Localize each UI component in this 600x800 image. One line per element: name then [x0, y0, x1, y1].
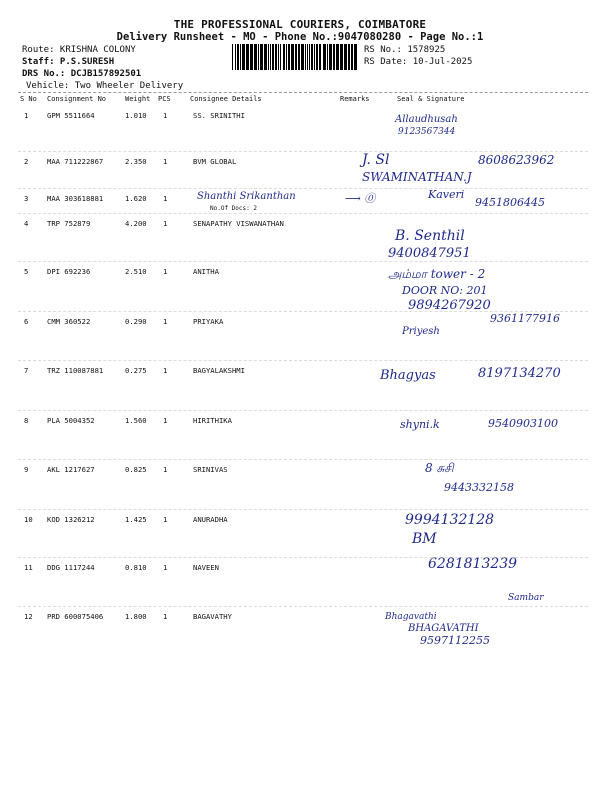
- row-sno: 3: [24, 194, 29, 203]
- row-weight: 0.275: [125, 366, 147, 375]
- barcode-bar: [254, 44, 257, 70]
- row-consignment-no: CMM 360522: [47, 317, 91, 326]
- sig-9-name: 8 சுசி: [425, 461, 454, 475]
- barcode-bar: [275, 44, 277, 70]
- sig-3-name: Shanthi Srikanthan: [197, 191, 296, 202]
- barcode-bar: [235, 44, 236, 70]
- ndocs-label: No.Of Docs: 2: [210, 205, 257, 212]
- sig-6-phone: 9361177916: [490, 312, 560, 325]
- sig-2-fullname: SWAMINATHAN.J: [362, 170, 472, 184]
- sig-11-phone: 6281813239: [428, 556, 518, 572]
- row-weight: 0.825: [125, 465, 147, 474]
- barcode-bar: [258, 44, 259, 70]
- barcode-bar: [240, 44, 241, 70]
- barcode-bar: [270, 44, 271, 70]
- row-weight: 0.810: [125, 563, 147, 572]
- row-consignment-no: TRZ 110087881: [47, 366, 104, 375]
- sig-10-phone: 9994132128: [405, 512, 495, 528]
- row-consignee: SS. SRINITHI: [193, 111, 245, 120]
- barcode-bar: [272, 44, 274, 70]
- row-pcs: 1: [163, 612, 168, 621]
- col-pcs: PCS: [158, 95, 171, 103]
- row-consignee: BAGYALAKSHMI: [193, 366, 245, 375]
- row-pcs: 1: [163, 465, 168, 474]
- barcode-bar: [309, 44, 310, 70]
- sig-3-phone: 9451806445: [475, 196, 545, 209]
- row-sno: 8: [24, 416, 29, 425]
- row-pcs: 1: [163, 157, 168, 166]
- sig-4-phone: 9400847951: [388, 246, 471, 261]
- row-consignee: BAGAVATHY: [193, 612, 232, 621]
- row-weight: 2.350: [125, 157, 147, 166]
- row-divider: [18, 410, 588, 411]
- row-consignment-no: PLA 5004352: [47, 416, 95, 425]
- barcode-bar: [316, 44, 318, 70]
- row-sno: 5: [24, 267, 29, 276]
- barcode: [232, 44, 358, 70]
- row-consignment-no: DPI 692236: [47, 267, 91, 276]
- row-consignee: SRINIVAS: [193, 465, 228, 474]
- row-weight: 2.510: [125, 267, 147, 276]
- row-sno: 2: [24, 157, 29, 166]
- row-divider: [18, 213, 588, 214]
- sig-5-building: அம்மா tower - 2: [388, 267, 486, 281]
- company-title: THE PROFESSIONAL COURIERS, COIMBATORE: [173, 18, 427, 31]
- barcode-bar: [280, 44, 281, 70]
- barcode-bar: [250, 44, 253, 70]
- row-pcs: 1: [163, 194, 168, 203]
- col-signature: Seal & Signature: [397, 95, 465, 103]
- barcode-bar: [246, 44, 249, 70]
- row-consignee: BVM GLOBAL: [193, 157, 237, 166]
- sig-4-name: B. Senthil: [395, 228, 465, 244]
- barcode-bar: [329, 44, 332, 70]
- vehicle-label: Vehicle: Two Wheeler Delivery: [26, 81, 184, 91]
- col-weight: Weight: [125, 95, 151, 103]
- row-sno: 9: [24, 465, 29, 474]
- barcode-bar: [340, 44, 343, 70]
- rs-number: RS No.: 1578925: [364, 45, 446, 55]
- row-sno: 7: [24, 366, 29, 375]
- runsheet-subtitle: Delivery Runsheet - MO - Phone No.:9047080280 - Page No.:1: [116, 31, 484, 43]
- sig-5-phone: 9894267920: [408, 298, 491, 313]
- col-consignment: Consignment No: [47, 95, 107, 103]
- barcode-bar: [242, 44, 245, 70]
- barcode-bar: [301, 44, 304, 70]
- barcode-bar: [232, 44, 233, 70]
- row-pcs: 1: [163, 366, 168, 375]
- row-consignment-no: TRP 752879: [47, 219, 91, 228]
- row-consignment-no: DDG 1117244: [47, 563, 95, 572]
- row-pcs: 1: [163, 317, 168, 326]
- row-weight: 1.010: [125, 111, 147, 120]
- row-divider: [18, 459, 588, 460]
- barcode-bar: [348, 44, 350, 70]
- row-sno: 10: [24, 515, 33, 524]
- row-weight: 1.425: [125, 515, 147, 524]
- row-pcs: 1: [163, 219, 168, 228]
- sig-10-name: BM: [412, 531, 437, 547]
- row-weight: 0.290: [125, 317, 147, 326]
- barcode-bar: [286, 44, 287, 70]
- sig-1-phone: 9123567344: [398, 127, 456, 137]
- row-divider: [18, 188, 588, 189]
- row-pcs: 1: [163, 515, 168, 524]
- sig-9-phone: 9443332158: [444, 481, 514, 494]
- barcode-bar: [344, 44, 347, 70]
- row-consignment-no: MAA 303618881: [47, 194, 104, 203]
- sig-2-name: J. Sl: [362, 152, 390, 168]
- sig-3-arrow: ⟶ ⓪: [345, 192, 376, 205]
- row-consignment-no: KOD 1326212: [47, 515, 95, 524]
- sig-7-name: Bhagyas: [380, 368, 436, 383]
- row-consignment-no: AKL 1217627: [47, 465, 95, 474]
- row-divider: [18, 606, 588, 607]
- row-divider: [18, 151, 588, 152]
- row-weight: 1.560: [125, 416, 147, 425]
- row-pcs: 1: [163, 416, 168, 425]
- barcode-bar: [336, 44, 339, 70]
- row-weight: 4.200: [125, 219, 147, 228]
- row-sno: 11: [24, 563, 33, 572]
- barcode-bar: [319, 44, 321, 70]
- row-consignee: NAVEEN: [193, 563, 219, 572]
- barcode-bar: [264, 44, 267, 70]
- sig-11-name: Sambar: [508, 593, 544, 603]
- col-sno: S No: [20, 95, 37, 103]
- sig-8-name: shyni.k: [400, 418, 440, 431]
- row-weight: 1.800: [125, 612, 147, 621]
- sig-7-phone: 8197134270: [478, 366, 561, 381]
- row-consignee: PRIYAKA: [193, 317, 224, 326]
- row-consignment-no: PRD 600075406: [47, 612, 104, 621]
- rs-date: RS Date: 10-Jul-2025: [364, 57, 473, 67]
- row-sno: 1: [24, 111, 29, 120]
- barcode-bar: [307, 44, 308, 70]
- barcode-bar: [298, 44, 300, 70]
- row-pcs: 1: [163, 267, 168, 276]
- barcode-bar: [305, 44, 306, 70]
- row-consignment-no: GPM 5511664: [47, 111, 95, 120]
- row-pcs: 1: [163, 111, 168, 120]
- header-rule: [18, 92, 588, 93]
- row-divider: [18, 360, 588, 361]
- sig-12-name: BHAGAVATHI: [408, 623, 479, 634]
- sig-1-name: Allaudhusah: [395, 114, 458, 125]
- row-pcs: 1: [163, 563, 168, 572]
- sig-8-phone: 9540903100: [488, 417, 558, 430]
- sig-2-phone: 8608623962: [478, 153, 555, 167]
- row-weight: 1.620: [125, 194, 147, 203]
- barcode-bar: [333, 44, 335, 70]
- row-consignee: ANITHA: [193, 267, 219, 276]
- sig-6-name: Priyesh: [402, 326, 440, 337]
- col-consignee: Consignee Details: [190, 95, 262, 103]
- row-divider: [18, 509, 588, 510]
- barcode-bar: [260, 44, 263, 70]
- barcode-bar: [351, 44, 353, 70]
- barcode-bar: [291, 44, 294, 70]
- sig-12-signature: Bhagavathi: [385, 612, 437, 622]
- barcode-bar: [237, 44, 239, 70]
- row-consignee: SENAPATHY VISWANATHAN: [193, 219, 284, 228]
- barcode-bar: [314, 44, 315, 70]
- barcode-bar: [327, 44, 328, 70]
- row-divider: [18, 261, 588, 262]
- sig-5-door: DOOR NO: 201: [402, 284, 488, 297]
- barcode-bar: [278, 44, 279, 70]
- row-consignee: ANURADHA: [193, 515, 228, 524]
- sig-3-place: Kaveri: [428, 188, 465, 201]
- barcode-bar: [295, 44, 297, 70]
- barcode-bar: [354, 44, 357, 70]
- barcode-bar: [268, 44, 269, 70]
- row-sno: 12: [24, 612, 33, 621]
- staff-label: Staff: P.S.SURESH: [22, 57, 115, 67]
- row-sno: 4: [24, 219, 29, 228]
- col-remarks: Remarks: [340, 95, 370, 103]
- sig-12-phone: 9597112255: [420, 634, 490, 647]
- row-consignee: HIRITHIKA: [193, 416, 232, 425]
- row-consignment-no: MAA 711222867: [47, 157, 104, 166]
- route-label: Route: KRISHNA COLONY: [22, 45, 136, 55]
- barcode-bar: [323, 44, 326, 70]
- barcode-bar: [311, 44, 313, 70]
- row-sno: 6: [24, 317, 29, 326]
- barcode-bar: [283, 44, 285, 70]
- barcode-bar: [288, 44, 290, 70]
- drs-label: DRS No.: DCJB157892501: [22, 69, 142, 79]
